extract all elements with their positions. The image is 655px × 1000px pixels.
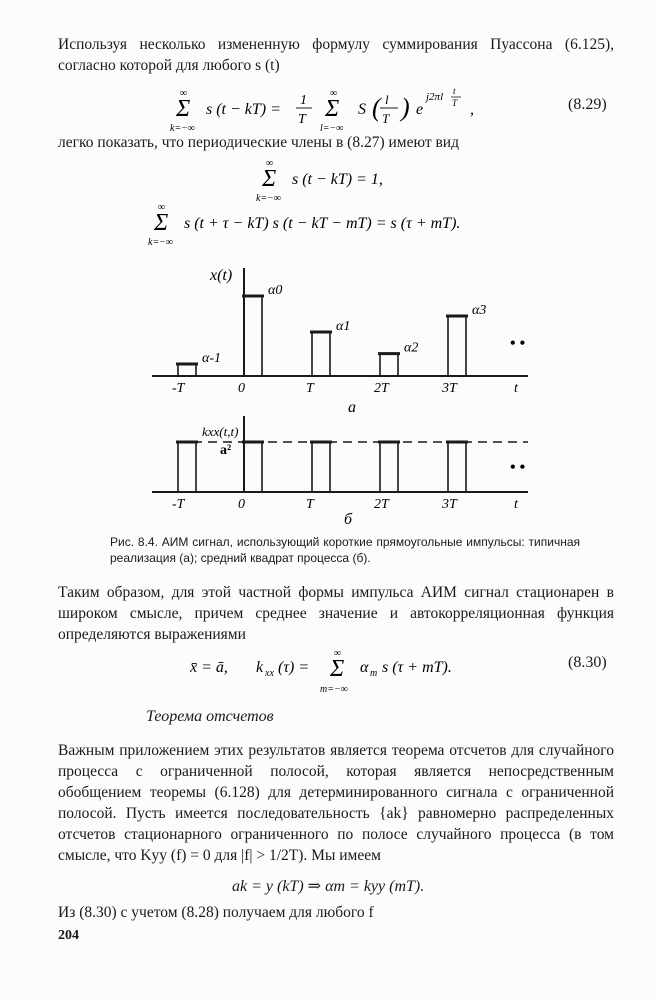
svg-text:(: ( bbox=[372, 93, 381, 122]
plot-b-tick-5: t bbox=[514, 497, 518, 512]
svg-text:Σ: Σ bbox=[176, 96, 191, 122]
plot-a-tick-1: 0 bbox=[238, 381, 245, 396]
svg-text:m: m bbox=[370, 668, 378, 679]
plot-b-tick-2: T bbox=[306, 497, 314, 512]
svg-text:∞: ∞ bbox=[266, 158, 274, 169]
svg-text:e: e bbox=[416, 101, 424, 118]
pulse-a-2 bbox=[312, 332, 330, 376]
pulse-label-3: α2 bbox=[404, 340, 419, 356]
svg-text:∞: ∞ bbox=[158, 202, 166, 213]
svg-text:l: l bbox=[385, 92, 389, 107]
paragraph-conclusion: Из (8.30) с учетом (8.28) получаем для любого f bbox=[58, 904, 374, 921]
pulse-label-4: α3 bbox=[472, 303, 487, 318]
svg-text:l=−∞: l=−∞ bbox=[320, 123, 344, 134]
pulse-label-1: α0 bbox=[268, 283, 283, 298]
svg-text:): ) bbox=[401, 93, 410, 122]
plot-b-ellipsis: • • bbox=[510, 459, 526, 476]
svg-text:∞: ∞ bbox=[334, 648, 342, 659]
svg-text:t: t bbox=[453, 86, 456, 96]
svg-text:T: T bbox=[382, 111, 390, 126]
pulse-b-3 bbox=[380, 442, 398, 492]
equation-sum-product bbox=[148, 200, 528, 253]
equation-8-30 bbox=[190, 648, 510, 703]
plot-a-tick-4: 3T bbox=[442, 381, 457, 396]
svg-text:s (t − kT) = 1,: s (t − kT) = 1, bbox=[292, 171, 383, 188]
plot-b-tick-1: 0 bbox=[238, 497, 245, 512]
svg-text:k=−∞: k=−∞ bbox=[256, 193, 282, 204]
equation-sum-product-graphic bbox=[148, 200, 528, 248]
paragraph-intro: Используя несколько измененную формулу суммирования Пуассона (6.125), согласно которой для любого s (t) bbox=[58, 36, 614, 74]
plot-b-level-label: a² bbox=[220, 443, 232, 458]
svg-text:m=−∞: m=−∞ bbox=[320, 684, 348, 695]
plot-b-ylabel: kxx(t,t) bbox=[202, 424, 239, 439]
paragraph-stationary: Таким образом, для этой частной формы импульса АИМ сигнал стационарен в широком смысле, причем среднее значение и автокорреляционная функция определяются выражениями bbox=[58, 584, 614, 643]
equation-8-30-graphic bbox=[190, 648, 510, 698]
plot-a-ellipsis: • • bbox=[510, 335, 526, 352]
svg-text:Σ: Σ bbox=[330, 656, 345, 682]
svg-text:k=−∞: k=−∞ bbox=[170, 123, 196, 134]
plot-a-tick-3: 2T bbox=[374, 381, 389, 396]
page-number: 204 bbox=[58, 928, 79, 943]
plot-a bbox=[152, 267, 528, 416]
pulse-b-0 bbox=[178, 442, 196, 492]
svg-text:(τ) =: (τ) = bbox=[278, 659, 310, 676]
svg-text:∞: ∞ bbox=[180, 88, 188, 99]
pulse-a-1 bbox=[244, 296, 262, 376]
equation-8-29-graphic bbox=[170, 86, 510, 136]
plot-a-tick-5: t bbox=[514, 381, 518, 396]
plot-b-tick-4: 3T bbox=[442, 497, 457, 512]
svg-text:Σ: Σ bbox=[262, 166, 277, 192]
svg-text:x̄ = ā,: x̄ = ā, bbox=[190, 659, 228, 676]
plot-b-tick-0: -T bbox=[172, 497, 185, 512]
svg-text:k: k bbox=[256, 659, 264, 676]
equation-samples: ak = y (kT) ⇒ αm = kyy (mT). bbox=[232, 878, 425, 895]
pulse-a-0 bbox=[178, 364, 196, 376]
equation-8-29-number: (8.29) bbox=[568, 96, 607, 113]
svg-text:Σ: Σ bbox=[154, 210, 169, 236]
plot-a-tick-0: -T bbox=[172, 381, 185, 396]
equation-8-30-number: (8.30) bbox=[568, 654, 607, 671]
svg-text:∞: ∞ bbox=[330, 88, 338, 99]
pulse-b-1 bbox=[244, 442, 262, 492]
svg-text:s (t − kT) =: s (t − kT) = bbox=[206, 101, 281, 118]
pulse-label-0: α-1 bbox=[202, 351, 222, 366]
svg-text:α: α bbox=[360, 659, 369, 676]
pulse-b-4 bbox=[448, 442, 466, 492]
svg-text:,: , bbox=[470, 101, 474, 118]
figure-caption: Рис. 8.4. АИМ сигнал, использующий короткие прямоугольные импульсы: типичная реализация (a); средний квадрат процесса (б). bbox=[110, 535, 580, 565]
pulse-a-3 bbox=[380, 354, 398, 376]
figure-8-4 bbox=[0, 258, 655, 528]
svg-text:j2πl: j2πl bbox=[426, 91, 444, 103]
pulse-a-4 bbox=[448, 316, 466, 376]
pulse-label-2: α1 bbox=[336, 319, 351, 334]
plot-a-tick-2: T bbox=[306, 381, 314, 396]
plot-b bbox=[152, 416, 528, 528]
section-title: Теорема отсчетов bbox=[146, 708, 274, 725]
svg-text:Σ: Σ bbox=[325, 96, 340, 122]
equation-sum-unity-graphic bbox=[256, 156, 436, 204]
svg-text:xx: xx bbox=[265, 668, 274, 679]
plot-a-sublabel: а bbox=[348, 399, 356, 416]
svg-text:1: 1 bbox=[300, 93, 307, 108]
svg-text:s (t + τ − kT) s (t − kT − mT): s (t + τ − kT) s (t − kT − mT) = s (τ + mT). bbox=[184, 215, 461, 232]
paragraph-sampling-theorem: Важным приложением этих результатов является теорема отсчетов для случайного процесса с ограниченной полосой, которая является непосредственным обобщением теоремы (6.128) для детерминированного сигнала с ограниченной полосой. Пусть имеется последовательность {ak} равномерно распределенных отсчетов стационарного ограниченного по полосе случайного процесса (в том смысле, что Kyy (f) = 0 для |f| > 1/2T). Мы имеем bbox=[58, 742, 614, 864]
svg-text:S: S bbox=[358, 101, 366, 118]
plot-b-sublabel: б bbox=[344, 511, 353, 528]
plot-a-ylabel: x(t) bbox=[210, 267, 233, 284]
paragraph-periodic-terms: легко показать, что периодические члены в (8.27) имеют вид bbox=[58, 134, 459, 151]
svg-text:T: T bbox=[298, 112, 306, 127]
plot-b-tick-3: 2T bbox=[374, 497, 389, 512]
svg-text:T: T bbox=[452, 98, 458, 108]
svg-text:k=−∞: k=−∞ bbox=[148, 237, 174, 248]
svg-text:s (τ + mT).: s (τ + mT). bbox=[382, 659, 452, 676]
pulse-b-2 bbox=[312, 442, 330, 492]
